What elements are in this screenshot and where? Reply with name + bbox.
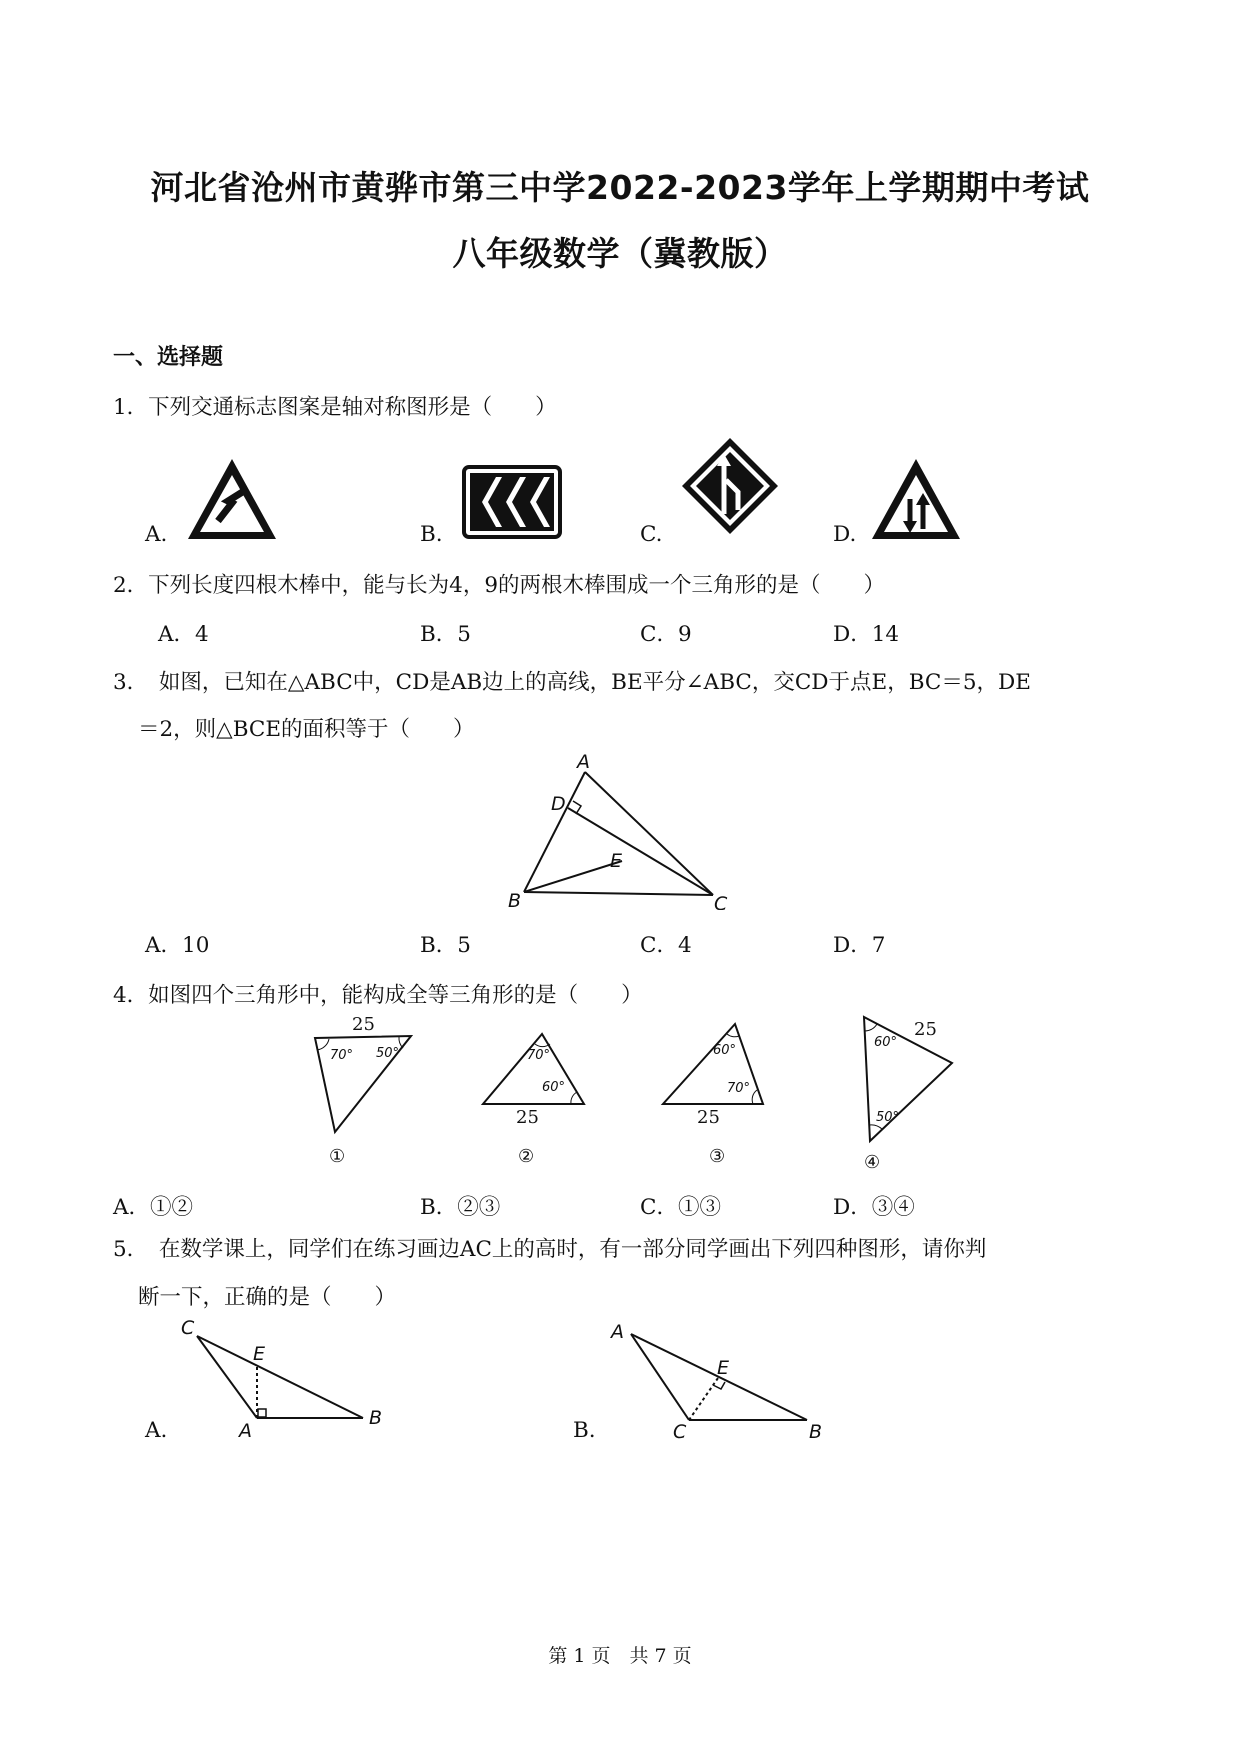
- question-4-text: 4．如图四个三角形中，能构成全等三角形的是（ ）: [113, 983, 643, 1008]
- figure-b-label-b: B: [809, 1421, 823, 1443]
- figure-a-label-c: C: [181, 1318, 195, 1339]
- question-2-text: 2．下列长度四根木棒中，能与长为4，9的两根木棒围成一个三角形的是（ ）: [113, 573, 886, 598]
- question-4-option-c: C．①③: [640, 1195, 721, 1220]
- merge-lane-diamond-sign-icon: [680, 436, 780, 536]
- question-3-text-line2: ＝2，则△BCE的面积等于（ ）: [138, 717, 475, 742]
- triangle-2-angle-1: 70°: [527, 1048, 551, 1063]
- chevron-left-turn-sign-icon: [462, 465, 562, 539]
- question-3-option-a: A．10: [145, 933, 210, 958]
- figure-label-b: B: [508, 890, 522, 910]
- question-4-option-a: A．①②: [113, 1195, 194, 1220]
- question-4-option-b: B．②③: [420, 1195, 501, 1220]
- question-2-option-b: B．5: [420, 622, 471, 647]
- question-1-option-c: C.: [640, 522, 663, 547]
- question-4-option-d: D．③④: [833, 1195, 915, 1220]
- triangle-3-angle-2: 70°: [727, 1081, 751, 1096]
- question-2-option-a: A．4: [158, 622, 209, 647]
- figure-a-label-a: A: [239, 1420, 252, 1442]
- figure-b-label-c: C: [673, 1421, 687, 1443]
- page-footer: 第 1 页 共 7 页: [548, 1645, 692, 1667]
- question-3-option-d: D．7: [833, 933, 886, 958]
- triangle-2-label: ②: [518, 1146, 535, 1167]
- two-way-traffic-sign-icon: [868, 455, 964, 543]
- triangle-3-side: 25: [697, 1107, 720, 1128]
- question-3-option-c: C．4: [640, 933, 692, 958]
- question-5-option-a: A.: [145, 1418, 168, 1443]
- figure-label-c: C: [714, 893, 728, 910]
- figure-b-label-e: E: [717, 1357, 730, 1379]
- triangle-4-angle-1: 60°: [874, 1035, 898, 1050]
- question-5-option-b: B.: [573, 1418, 596, 1443]
- question-2-option-c: C．9: [640, 622, 692, 647]
- question-1-option-a: A.: [145, 522, 168, 547]
- question-1-text: 1．下列交通标志图案是轴对称图形是（ ）: [113, 395, 557, 420]
- section-title: 一、选择题: [113, 345, 224, 370]
- zigzag-road-warning-sign-icon: [184, 455, 280, 543]
- question-1-option-b: B.: [420, 522, 443, 547]
- question-5-figure-b: [605, 1318, 835, 1448]
- figure-label-d: D: [551, 793, 566, 815]
- question-5-text-line2: 断一下，正确的是（ ）: [138, 1285, 397, 1310]
- question-3-option-b: B．5: [420, 933, 471, 958]
- triangle-3-label: ③: [709, 1146, 726, 1167]
- question-3-text-line1: 3． 如图，已知在△ABC中，CD是AB边上的高线，BE平分∠ABC，交CD于点E，BC＝5，DE: [113, 670, 1031, 695]
- triangle-1-side: 25: [352, 1014, 375, 1035]
- triangle-1-angle-1: 70°: [330, 1048, 354, 1063]
- figure-a-label-b: B: [369, 1407, 383, 1429]
- question-5-figure-a: [175, 1318, 395, 1448]
- question-5-text-line1: 5． 在数学课上，同学们在练习画边AC上的高时，有一部分同学画出下列四种图形，请你判: [113, 1237, 987, 1262]
- question-3-triangle-figure: [500, 750, 740, 910]
- question-2-option-d: D．14: [833, 622, 900, 647]
- figure-label-a: A: [577, 751, 590, 773]
- triangle-1-figure: [305, 1010, 425, 1170]
- figure-a-label-e: E: [253, 1343, 266, 1365]
- triangle-4-label: ④: [864, 1152, 881, 1173]
- exam-title: 河北省沧州市黄骅市第三中学2022-2023学年上学期期中考试: [150, 168, 1090, 207]
- triangle-1-label: ①: [329, 1146, 346, 1167]
- triangle-2-side: 25: [516, 1107, 539, 1128]
- figure-label-e: E: [610, 850, 623, 872]
- triangle-4-angle-2: 50°: [876, 1110, 900, 1125]
- triangle-3-figure: [655, 1010, 780, 1170]
- question-1-option-d: D.: [833, 522, 857, 547]
- triangle-2-angle-2: 60°: [542, 1080, 566, 1095]
- triangle-4-side: 25: [914, 1019, 937, 1040]
- triangle-4-figure: [850, 1005, 970, 1175]
- triangle-2-figure: [475, 1020, 595, 1170]
- triangle-1-angle-2: 50°: [376, 1046, 400, 1061]
- figure-b-label-a: A: [611, 1321, 624, 1343]
- exam-subtitle: 八年级数学（冀教版）: [452, 234, 788, 273]
- triangle-3-angle-1: 60°: [713, 1043, 737, 1058]
